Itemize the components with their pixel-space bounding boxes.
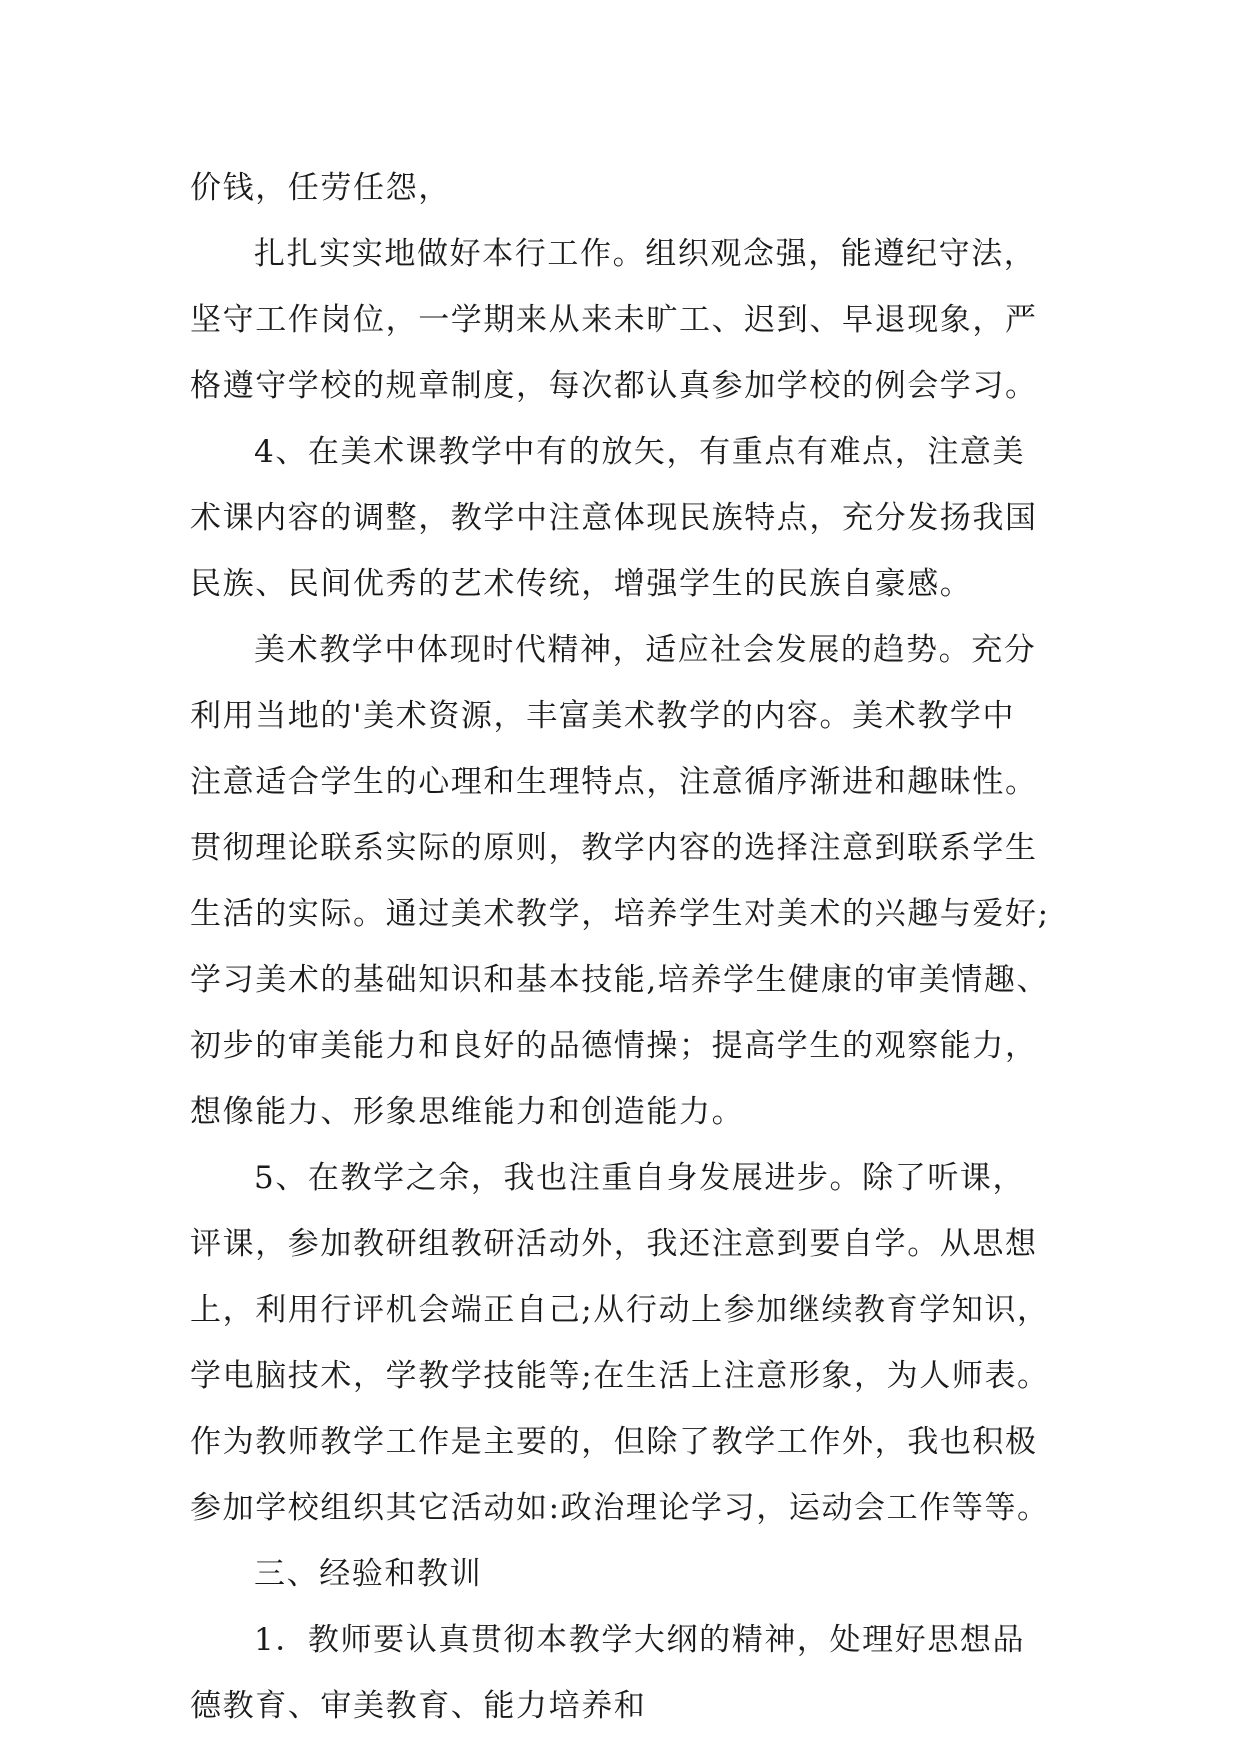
text-line: 参加学校组织其它活动如:政治理论学习，运动会工作等等。	[190, 1490, 1050, 1526]
text-line: 作为教师教学工作是主要的，但除了教学工作外，我也积极	[190, 1424, 1038, 1460]
text-line: 评课，参加教研组教研活动外，我还注意到要自学。从思想	[190, 1226, 1038, 1262]
text-line: 格遵守学校的规章制度，每次都认真参加学校的例会学习。	[190, 368, 1038, 404]
text-line: 术课内容的调整，教学中注意体现民族特点，充分发扬我国	[190, 500, 1038, 536]
text-line: 德教育、审美教育、能力培养和	[190, 1688, 647, 1724]
text-line: 4、在美术课教学中有的放矢，有重点有难点，注意美	[254, 434, 1026, 470]
text-line: 贯彻理论联系实际的原则，教学内容的选择注意到联系学生	[190, 830, 1038, 866]
text-line: 想像能力、形象思维能力和创造能力。	[190, 1094, 745, 1130]
text-line: 生活的实际。通过美术教学，培养学生对美术的兴趣与爱好;	[190, 896, 1050, 932]
text-line: 1．教师要认真贯彻本教学大纲的精神，处理好思想品	[254, 1622, 1026, 1658]
text-line: 价钱，任劳任怨，	[190, 170, 451, 206]
section-heading: 三、经验和教训	[254, 1556, 483, 1592]
text-line: 初步的审美能力和良好的品德情操；提高学生的观察能力，	[190, 1028, 1038, 1064]
text-line: 注意适合学生的心理和生理特点，注意循序渐进和趣昧性。	[190, 764, 1038, 800]
text-line: 利用当地的'美术资源，丰富美术教学的内容。美术教学中	[190, 698, 1016, 734]
text-line: 上，利用行评机会端正自己;从行动上参加继续教育学知识，	[190, 1292, 1050, 1328]
text-line: 美术教学中体现时代精神，适应社会发展的趋势。充分	[254, 632, 1037, 668]
text-line: 5、在教学之余，我也注重自身发展进步。除了听课，	[254, 1160, 1026, 1196]
document-body	[190, 155, 1070, 1739]
text-line: 学习美术的基础知识和基本技能,培养学生健康的审美情趣、	[190, 962, 1050, 998]
text-line: 学电脑技术，学教学技能等;在生活上注意形象，为人师表。	[190, 1358, 1050, 1394]
text-line: 坚守工作岗位，一学期来从来未旷工、迟到、早退现象，严	[190, 302, 1038, 338]
text-line: 扎扎实实地做好本行工作。组织观念强，能遵纪守法，	[254, 236, 1037, 272]
text-line: 民族、民间优秀的艺术传统，增强学生的民族自豪感。	[190, 566, 973, 602]
